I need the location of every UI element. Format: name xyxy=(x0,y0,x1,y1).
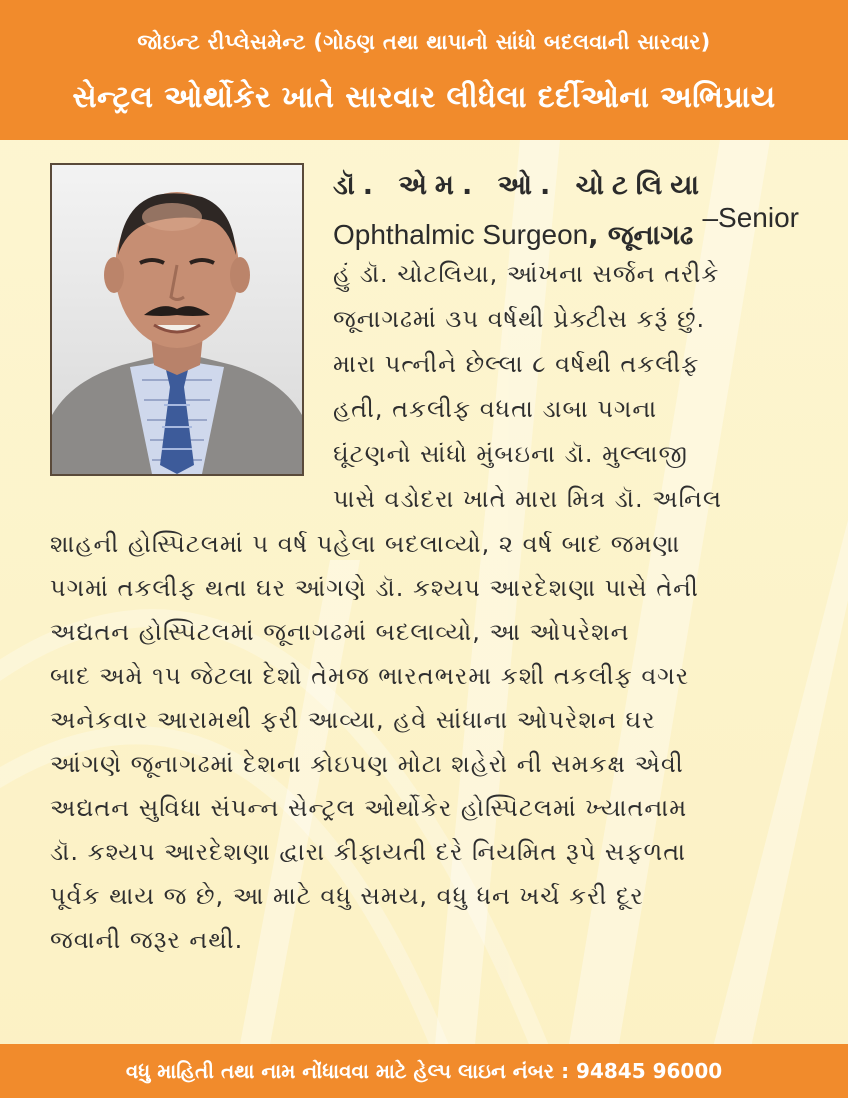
helpline-footer: વધુ માહિતી તથા નામ નોંધાવવા માટે હેલ્પ લાઇન નંબર : 94845 96000 xyxy=(0,1044,848,1098)
doctor-photo xyxy=(50,163,304,476)
header-banner xyxy=(0,0,848,140)
testimonial-line: પૂર્વક થાય જ છે, આ માટે વધુ સમય, વધુ ધન ખર્ચ કરી દૂર xyxy=(50,882,644,910)
testimonial-line: મારા પત્નીને છેલ્લા ૮ વર્ષથી તકલીફ xyxy=(333,350,700,378)
testimonial-line: હું ડૉ. ચોટલિયા, આંખના સર્જન તરીકે xyxy=(333,260,720,288)
doctor-city: , જૂનાગઢ xyxy=(588,220,694,251)
testimonial-line: હતી, તકલીફ વધતા ડાબા પગના xyxy=(333,395,658,423)
header-subtitle: જોઇન્ટ રીપ્લેસમેન્ટ (ગોઠણ તથા થાપાનો સાંધો બદલવાની સારવાર) xyxy=(137,30,711,54)
doctor-role-start: –Senior xyxy=(702,202,799,233)
testimonial-line: બાદ અમે ૧૫ જેટલા દેશો તેમજ ભારતભરમા કશી તકલીફ વગર xyxy=(50,662,690,690)
testimonial-line: પાસે વડોદરા ખાતે મારા મિત્ર ડૉ. અનિલ xyxy=(333,485,723,513)
testimonial-line: અનેકવાર આરામથી ફરી આવ્યા, હવે સાંધાના ઓપરેશન ઘર xyxy=(50,706,656,734)
doctor-portrait-icon xyxy=(52,165,302,474)
testimonial-line: જવાની જરૂર નથી. xyxy=(50,926,244,954)
testimonial-line: ડૉ. કશ્યપ આરદેશણા દ્વારા કીફાયતી દરે નિયમિત રૂપે સફળતા xyxy=(50,838,686,866)
header-title: સેન્ટ્રલ ઓર્થોકેર ખાતે સારવાર લીધેલા દર્દીઓના અભિપ્રાય xyxy=(72,80,776,115)
doctor-subheading xyxy=(333,219,799,252)
testimonial-line: આંગણે જૂનાગઢમાં દેશના કોઇપણ મોટા શહેરો ની સમકક્ષ એવી xyxy=(50,750,684,778)
testimonial-line: પગમાં તકલીફ થતા ઘર આંગણે ડૉ. કશ્યપ આરદેશણા પાસે તેની xyxy=(50,574,699,602)
doctor-role-end: Ophthalmic Surgeon xyxy=(333,219,589,250)
testimonial-line: શાહની હોસ્પિટલમાં ૫ વર્ષ પહેલા બદલાવ્યો, ૨ વર્ષ બાદ જમણા xyxy=(50,530,681,558)
testimonial-line: ઘૂંટણનો સાંધો મુંબઇના ડૉ. મુલ્લાજી xyxy=(333,440,688,468)
testimonial-line: જૂનાગઢમાં ૩૫ વર્ષથી પ્રેક્ટીસ કરૂં છું. xyxy=(333,305,706,333)
testimonial-line: અદ્યતન સુવિધા સંપન્ન સેન્ટ્રલ ઓર્થોકેર હોસ્પિટલમાં ખ્યાતનામ xyxy=(50,794,688,822)
doctor-name: ડૉ. એમ. ઓ. ચોટલિયા xyxy=(333,170,707,201)
testimonial-line: અદ્યતન હોસ્પિટલમાં જૂનાગઢમાં બદલાવ્યો, આ ઓપરેશન xyxy=(50,618,630,646)
